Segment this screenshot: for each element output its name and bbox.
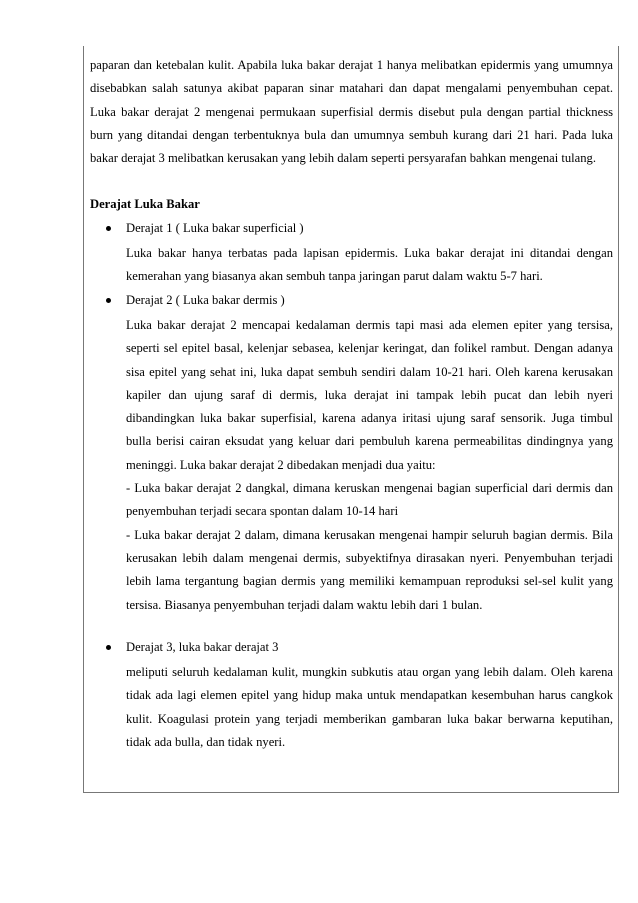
list-item-paragraph: Luka bakar derajat 2 mencapai kedalaman dermis tapi masi ada elemen epiter yang tersisa, seperti sel epitel basal, kelenjar sebasea, kelenjar keringat, dan folikel rambut. Dengan adanya sisa epitel yang sehat ini, luka dapat sembuh sendiri dalam 10-21 hari. Oleh karena kerusakan kapiler dan ujung saraf di dermis, luka derajat ini tampak lebih pucat dan lebih nyeri dibandingkan luka bakar superfisial, karena adanya iritasi ujung saraf sensorik. Juga timbul bulla berisi cairan eksudat yang keluar dari pembuluh karena permeabilitas dindingnya yang meninggi. Luka bakar derajat 2 dibedakan menjadi dua yaitu: xyxy=(126,317,613,472)
list-item-title: Derajat 3, luka bakar derajat 3 xyxy=(126,639,279,654)
bullet-list-continued xyxy=(90,636,613,754)
list-item-subpoint-dalam: - Luka bakar derajat 2 dalam, dimana kerusakan mengenai hampir seluruh bagian dermis. Bila kerusakan lebih dalam mengenai dermis, subyektifnya dirasakan nyeri. Penyembuhan terjadi lebih lama tergantung bagian dermis yang memiliki kemampuan reproduksi sel-sel kulit yang tersisa. Biasanya penyembuhan terjadi dalam waktu lebih dari 1 bulan. xyxy=(126,527,613,612)
list-item-subpoint-dangkal: - Luka bakar derajat 2 dangkal, dimana keruskan mengenai bagian superficial dari dermis dan penyembuhan terjadi secara spontan dalam 10-14 hari xyxy=(126,481,613,519)
intro-paragraph: paparan dan ketebalan kulit. Apabila luka bakar derajat 1 hanya melibatkan epidermis yang umumnya disebabkan salah satunya akibat paparan sinar matahari dan dapat mengalami penyembuhan cepat. Luka bakar derajat 2 mengenai permukaan superfisial dermis disebut pula dengan partial thickness burn yang ditandai dengan terbentuknya bula dan umumnya sembuh kurang dari 21 hari. Pada luka bakar derajat 3 melibatkan kerusakan yang lebih dalam seperti persyarafan bahkan mengenai tulang. xyxy=(90,58,613,166)
section-heading: Derajat Luka Bakar xyxy=(90,197,200,212)
list-item-title: Derajat 1 ( Luka bakar superficial ) xyxy=(126,220,304,235)
blank-line xyxy=(90,617,613,636)
bullet-icon xyxy=(106,645,111,650)
list-item-paragraph: meliputi seluruh kedalaman kulit, mungkin subkutis atau organ yang lebih dalam. Oleh karena tidak ada lagi elemen epitel yang hidup maka untuk mendapatkan kesembuhan harus cangkok kulit. Koagulasi protein yang terjadi memberikan gambaran luka bakar berwarna keputihan, tidak ada bulla, dan tidak nyeri. xyxy=(126,665,613,750)
list-item-paragraph: Luka bakar hanya terbatas pada lapisan epidermis. Luka bakar derajat ini ditandai dengan kemerahan yang biasanya akan sembuh tanpa jaringan parut dalam waktu 5-7 hari. xyxy=(126,246,613,284)
bullet-icon xyxy=(106,298,111,303)
list-item-derajat-2 xyxy=(90,289,613,617)
bullet-list xyxy=(90,217,613,617)
list-item-title: Derajat 2 ( Luka bakar dermis ) xyxy=(126,292,285,307)
list-item-derajat-1 xyxy=(90,217,613,289)
document-content xyxy=(90,54,613,754)
list-item-derajat-3 xyxy=(90,636,613,754)
bullet-icon xyxy=(106,226,111,231)
